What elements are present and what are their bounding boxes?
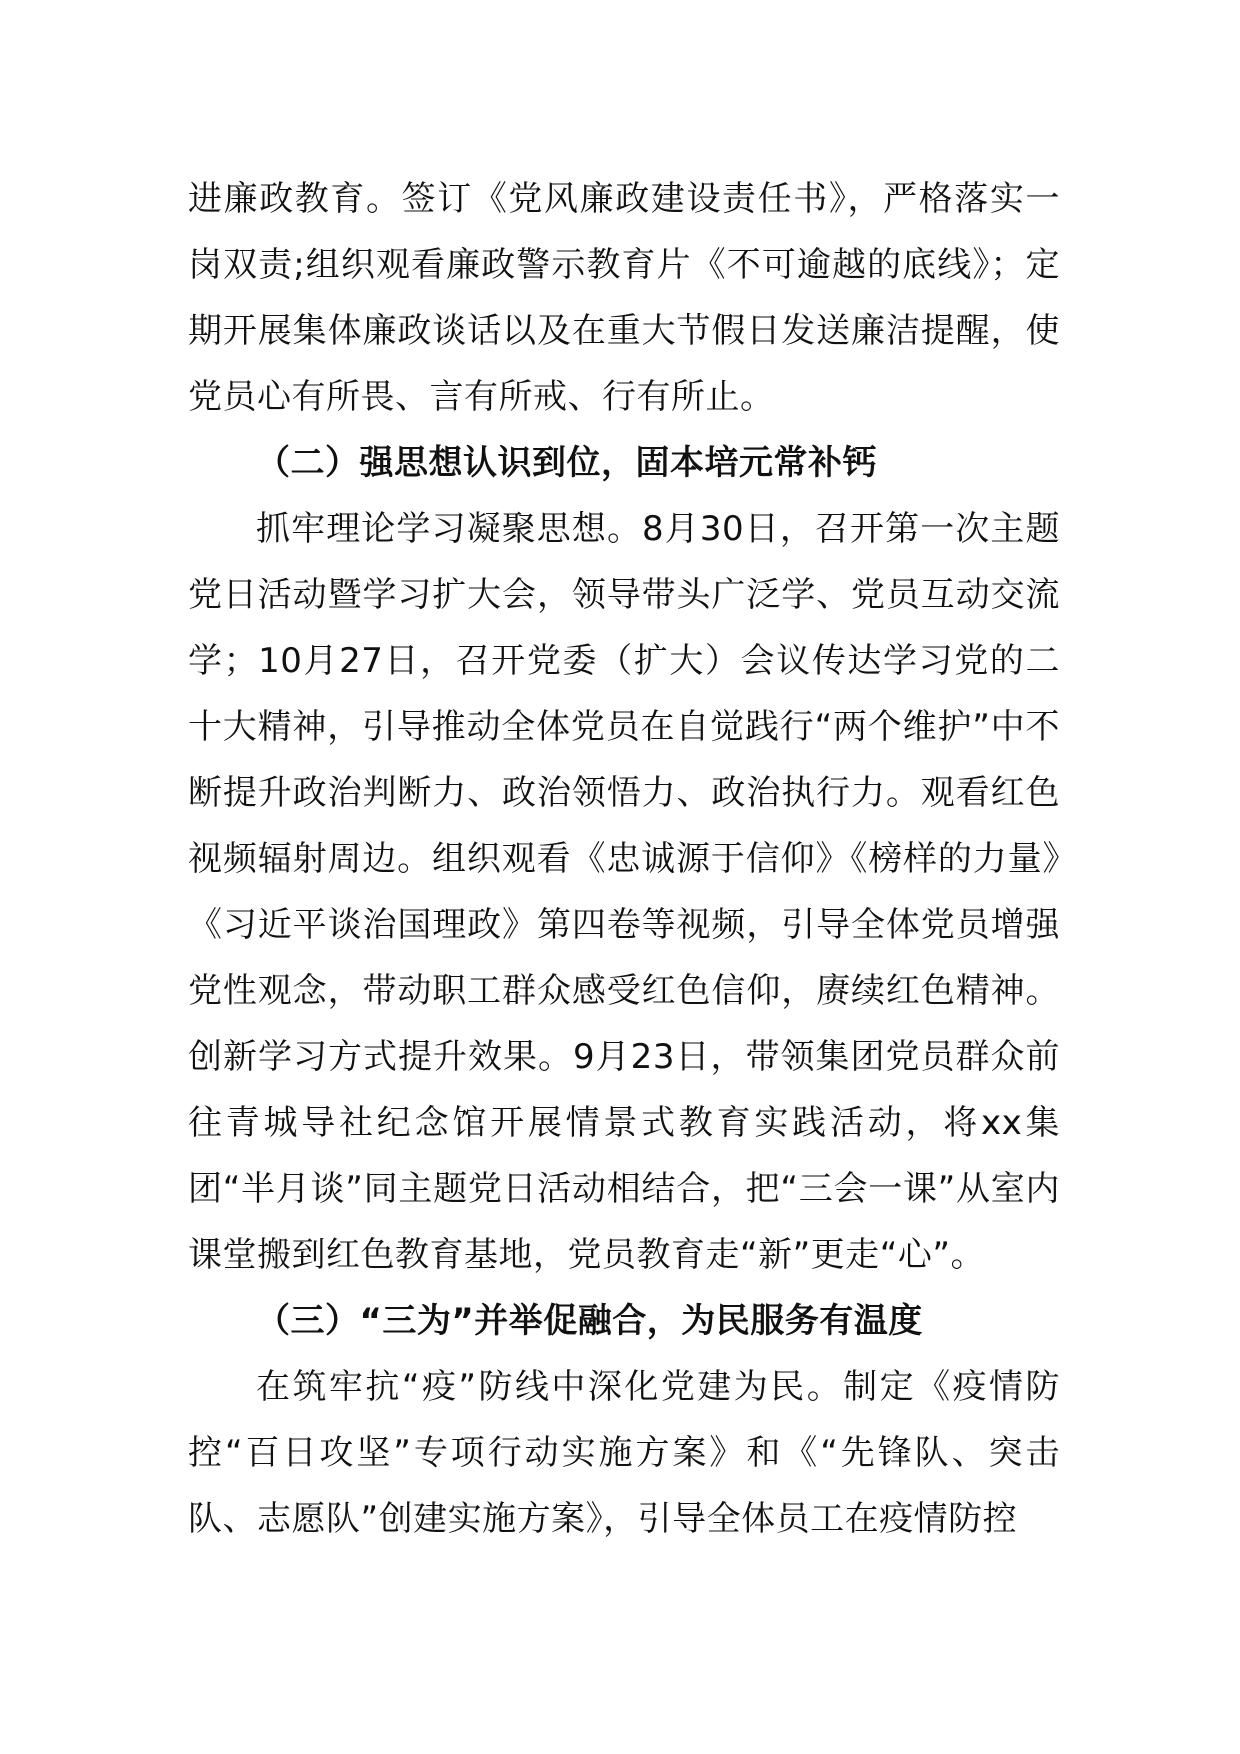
paragraph-epidemic-prevention: 在筑牢抗“疫”防线中深化党建为民。制定《疫情防控“百日攻坚”专项行动实施方案》和《“先锋队、突击队、志愿队”创建实施方案》，引导全体员工在疫情防控 [188, 1367, 1060, 1539]
paragraph-theory-study: 抓牢理论学习凝聚思想。8月30日，召开第一次主题党日活动暨学习扩大会，领导带头广泛学、党员互动交流学；10月27日，召开党委（扩大）会议传达学习党的二十大精神，引导推动全体党员在自觉践行“两个维护”中不断提升政治判断力、政治领悟力、政治执行力。观看红色视频辐射周边。组织观看《忠诚源于信仰》《榜样的力量》《习近平谈治国理政》第四卷等视频，引导全体党员增强党性观念，带动职工群众感受红色信仰，赓续红色精神。创新学习方式提升效果。9月23日，带领集团党员群众前往青城导社纪念馆开展情景式教育实践活动，将xx集团“半月谈”同主题党日活动相结合，把“三会一课”从室内课堂搬到红色教育基地，党员教育走“新”更走“心”。 [188, 509, 1060, 1275]
section-heading-3: （三）“三为”并举促融合，为民服务有温度 [256, 1301, 923, 1341]
document-body [188, 166, 1060, 1552]
section-heading-2: （二）强思想认识到位，固本培元常补钙 [256, 443, 877, 483]
paragraph-party-conduct: 进廉政教育。签订《党风廉政建设责任书》，严格落实一岗双责;组织观看廉政警示教育片《不可逾越的底线》；定期开展集体廉政谈话以及在重大节假日发送廉洁提醒，使党员心有所畏、言有所戒、行有所止。 [188, 179, 1061, 417]
